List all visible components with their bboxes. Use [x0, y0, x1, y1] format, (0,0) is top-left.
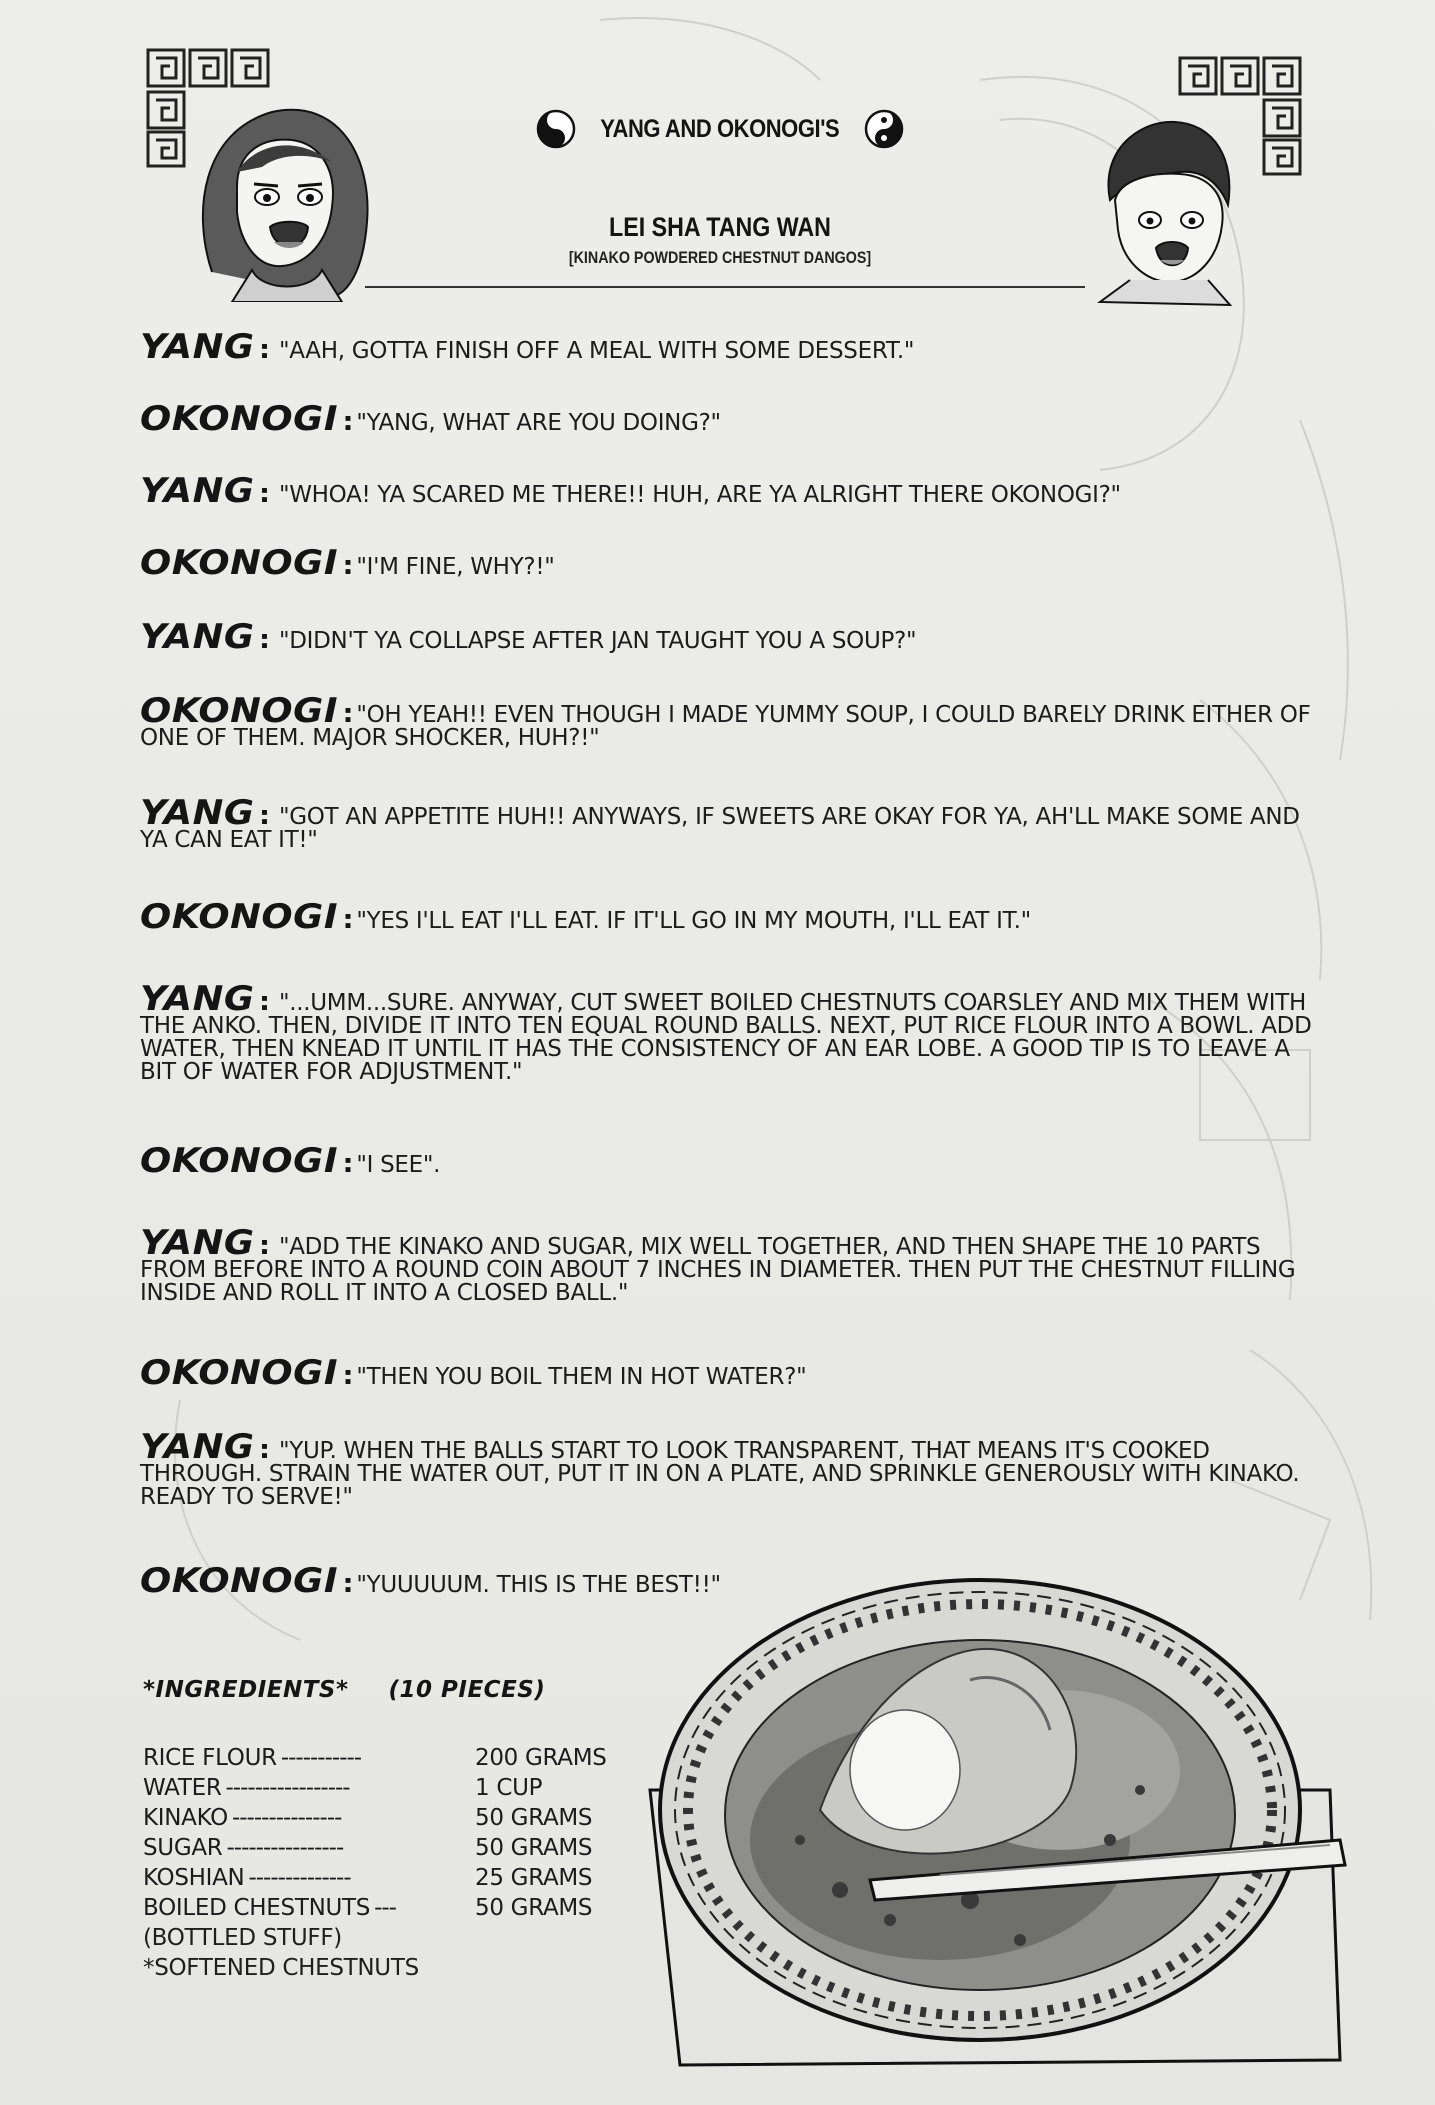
ingredient-name: BOILED CHESTNUTS: [143, 1895, 371, 1921]
ingredient-note: *SOFTENED CHESTNUTS: [143, 1955, 419, 1981]
dialogue-text: "OH YEAH!! EVEN THOUGH I MADE YUMMY SOUP, I COULD BARELY DRINK EITHER OF ONE OF THEM. MAJOR SHOCKER, HUH?!": [140, 702, 1311, 751]
dialogue-text: "YES I'LL EAT I'LL EAT. IF IT'LL GO IN MY MOUTH, I'LL EAT IT.": [356, 908, 1031, 934]
ingredient-leader: --------------: [248, 1865, 351, 1891]
dango-ball-highlight: [850, 1710, 960, 1830]
dialogue-text: "...UMM...SURE. ANYWAY, CUT SWEET BOILED CHESTNUTS COARSLEY AND MIX THEM WITH THE ANKO. THEN, DIVIDE IT INTO TEN EQUAL ROUND BALLS. NEXT, PUT RICE FLOUR INTO A BOWL. ADD WATER, THEN KNEAD IT UNTIL IT HAS THE CONSISTENCY OF AN EAR LOBE. A GOOD TIP IS TO LEAVE A BIT OF WATER FOR ADJUSTMENT.": [140, 990, 1312, 1085]
okonogi-portrait: [1090, 110, 1240, 310]
dialogue-text: "DIDN'T YA COLLAPSE AFTER JAN TAUGHT YOU A SOUP?": [278, 628, 917, 654]
dialogue-text: "GOT AN APPETITE HUH!! ANYWAYS, IF SWEETS ARE OKAY FOR YA, AH'LL MAKE SOME AND YA CAN EAT IT!": [140, 804, 1300, 853]
recipe-subtitle: [KINAKO POWDERED CHESTNUT DANGOS]: [568, 248, 872, 267]
header-title: [520, 104, 920, 154]
ingredient-name: RICE FLOUR: [143, 1745, 277, 1771]
dialogue-line: [140, 1141, 1320, 1181]
ingredient-amount: 1 CUP: [475, 1775, 543, 1801]
yin-yang-icon: [864, 109, 904, 149]
ingredients-list: [143, 1743, 623, 1983]
dango-dish-illustration: [640, 1560, 1360, 2080]
dialogue-line: [140, 471, 1320, 511]
ingredient-leader: ---------------: [231, 1805, 342, 1831]
dialogue-text: "I SEE".: [356, 1152, 441, 1178]
ingredient-amount: 50 GRAMS: [475, 1835, 593, 1861]
dialogue-line: [140, 1353, 1320, 1393]
speaker-name: OKONOGI :: [140, 1362, 354, 1387]
dialogue-text: "YANG, WHAT ARE YOU DOING?": [356, 410, 721, 436]
ingredients-title: [143, 1677, 623, 1703]
ingredient-row: [143, 1773, 623, 1803]
yin-yang-icon: [536, 109, 576, 149]
ingredient-row: [143, 1743, 623, 1773]
speaker-name: OKONOGI :: [140, 408, 354, 433]
dialogue-line: [140, 327, 1320, 367]
speaker-name: YANG :: [140, 1232, 271, 1257]
header-divider: [365, 286, 1085, 288]
ingredient-leader: -----------------: [225, 1775, 350, 1801]
dialogue-line: [140, 1427, 1320, 1510]
speaker-name: OKONOGI :: [140, 1570, 354, 1595]
ingredients-heading: *INGREDIENTS*: [143, 1677, 349, 1703]
speaker-name: OKONOGI :: [140, 1150, 354, 1175]
ingredients-section: [143, 1677, 623, 1983]
speaker-name: YANG :: [140, 336, 271, 361]
ingredient-leader: -----------: [280, 1745, 362, 1771]
speaker-name: OKONOGI :: [140, 700, 354, 725]
dialogue-line: [140, 1223, 1320, 1306]
dialogue-line: [140, 617, 1320, 657]
speaker-name: YANG :: [140, 802, 271, 827]
ingredient-note: (BOTTLED STUFF): [143, 1925, 342, 1951]
ingredient-amount: 25 GRAMS: [475, 1865, 593, 1891]
dialogue-text: "YUUUUUM. THIS IS THE BEST!!": [356, 1572, 721, 1598]
ingredient-name: SUGAR: [143, 1835, 223, 1861]
ingredient-amount: 50 GRAMS: [475, 1805, 593, 1831]
dialogue-line: [140, 691, 1320, 751]
ingredient-amount: 200 GRAMS: [475, 1745, 607, 1771]
header-title-text: YANG AND OKONOGI'S: [600, 114, 840, 143]
speaker-name: YANG :: [140, 480, 271, 505]
ingredient-row: [143, 1803, 623, 1833]
speaker-name: YANG :: [140, 626, 271, 651]
recipe-header: [0, 0, 1435, 320]
ingredient-amount: 50 GRAMS: [475, 1895, 593, 1921]
speaker-name: OKONOGI :: [140, 906, 354, 931]
yang-portrait: [182, 92, 382, 302]
dialogue-text: "AAH, GOTTA FINISH OFF A MEAL WITH SOME DESSERT.": [278, 338, 915, 364]
ingredient-name: KINAKO: [143, 1805, 228, 1831]
dialogue-line: [140, 897, 1320, 937]
dialogue-line: [140, 543, 1320, 583]
speaker-name: YANG :: [140, 988, 271, 1013]
speaker-name: YANG :: [140, 1436, 271, 1461]
ingredient-name: WATER: [143, 1775, 222, 1801]
ingredient-name: KOSHIAN: [143, 1865, 245, 1891]
dialogue-line: [140, 793, 1320, 853]
dialogue-text: "I'M FINE, WHY?!": [356, 554, 555, 580]
ingredient-leader: ----------------: [226, 1835, 344, 1861]
ingredient-row: [143, 1833, 623, 1863]
ingredients-quantity: (10 PIECES): [388, 1677, 546, 1703]
ingredient-row: [143, 1893, 623, 1923]
dialogue-line: [140, 979, 1320, 1085]
ingredient-row: [143, 1863, 623, 1893]
recipe-name: LEI SHA TANG WAN: [609, 212, 831, 242]
dialogue-text: "THEN YOU BOIL THEM IN HOT WATER?": [356, 1364, 807, 1390]
ingredient-leader: ---: [374, 1895, 396, 1921]
speaker-name: OKONOGI :: [140, 552, 354, 577]
dialogue-text: "YUP. WHEN THE BALLS START TO LOOK TRANSPARENT, THAT MEANS IT'S COOKED THROUGH. STRAIN THE WATER OUT, PUT IT IN ON A PLATE, AND SPRINKLE GENEROUSLY WITH KINAKO. READY TO SERVE!": [140, 1438, 1300, 1510]
dialogue-text: "ADD THE KINAKO AND SUGAR, MIX WELL TOGETHER, AND THEN SHAPE THE 10 PARTS FROM BEFORE INTO A ROUND COIN ABOUT 7 INCHES IN DIAMETER. THEN PUT THE CHESTNUT FILLING INSIDE AND ROLL IT INTO A CLOSED BALL.": [140, 1234, 1296, 1306]
dialogue-line: [140, 399, 1320, 439]
dialogue-text: "WHOA! YA SCARED ME THERE!! HUH, ARE YA ALRIGHT THERE OKONOGI?": [278, 482, 1121, 508]
